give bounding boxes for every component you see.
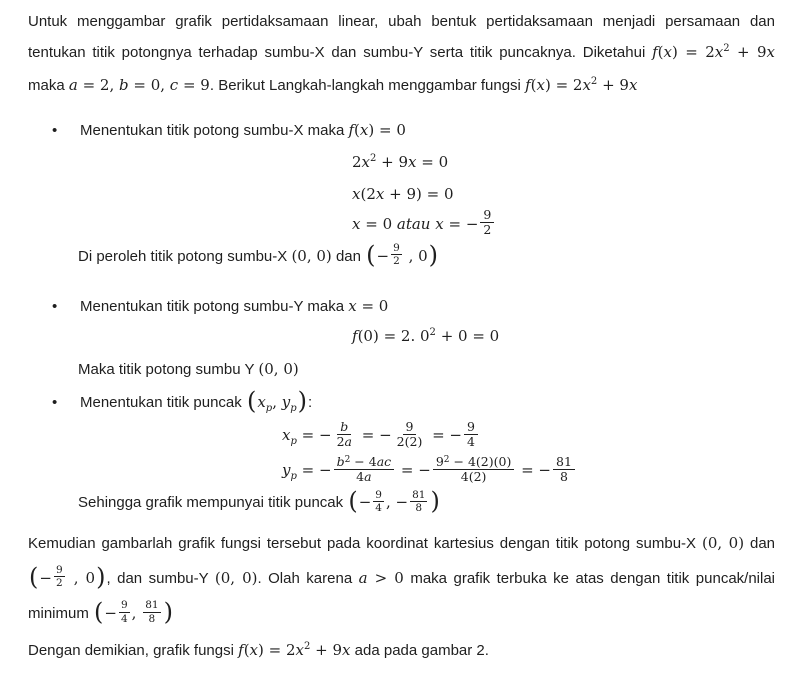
intro-paragraph: Untuk menggambar grafik pertidaksamaan linear, ubah bentuk pertidaksamaan menjadi persamaan dan tentukan titik potongnya terhadap sumbu-X dan sumbu-Y serta titik puncaknya. Diketahui $f(x) = 2x^2 + 9x$ maka a = 2, b = 0, c = 9. Berikut Langkah-langkah menggambar fungsi $f(x) = 2x^2 + 9x$ [28, 13, 776, 94]
bullet-icon: • [52, 394, 58, 412]
fraction: $\frac{9}{2}$ [55, 564, 63, 590]
bullet-vertex-label: Menentukan titik puncak ($x_p$, $y_p$): [80, 387, 313, 416]
fraction: $\frac{b}{2a}$ [336, 418, 352, 449]
fraction: $\frac{9}{2(2)}$ [396, 418, 423, 449]
fraction: $\frac{9}{4}$ [375, 488, 382, 514]
x-intercept-result: Di peroleh titik potong sumbu-X (0, 0) dan (− $\frac{9}{2}$ , 0) [78, 240, 439, 269]
equation-yp: $y_p$ = − $\frac{b^2 - 4ac}{4a}$ = − $\frac{9^2 - 4(2)(0)}{4(2)}$ = − $\frac{81}{8}$ [282, 455, 775, 488]
fraction: $\frac{9}{2}$ [480, 208, 494, 238]
vertex-result: Sehingga grafik mempunyai titik puncak (− $\frac{9}{4}$ , − $\frac{81}{8}$ ) [78, 487, 440, 516]
conclusion-paragraph: Dengan demikian, grafik fungsi $f(x) = 2x^2 + 9x$ ada pada gambar 2. [28, 641, 489, 659]
fraction: $\frac{81}{8}$ [553, 455, 575, 485]
fraction: $\frac{9}{4}$ [464, 420, 478, 450]
fraction: $\frac{b^2 - 4ac}{4a}$ [334, 455, 395, 485]
bullet-icon: • [52, 122, 58, 139]
fraction: $\frac{9^2 - 4(2)(0)}{4(2)}$ [433, 455, 514, 485]
fraction: $\frac{9}{4}$ [120, 599, 128, 625]
bullet-y-intercept-label: Menentukan titik potong sumbu-Y maka x = 0 [80, 297, 389, 316]
fraction: $\frac{81}{8}$ [412, 488, 426, 514]
bullet-x-intercept-label: Menentukan titik potong sumbu-X maka f(x) = 0 [80, 121, 406, 139]
fraction: $\frac{81}{8}$ [145, 599, 159, 625]
bullet-y-intercept [52, 295, 775, 318]
equation-f-of-zero: f(0) = 2. $0^2 + 0 = 0$ [352, 327, 500, 346]
equation-quadratic-zero: $2x^2 + 9x = 0$ [352, 153, 449, 171]
bullet-x-intercept [52, 119, 775, 142]
graph-instruction-paragraph: Kemudian gambarlah grafik fungsi tersebut pada koordinat kartesius dengan titik potong sumbu-X (0, 0) dan (− $\frac{9}{2}$ , 0), dan sumbu-Y (0, 0). Olah karena a > 0 maka grafik terbuka ke atas dengan titik puncak/nilai minimum (− $\frac{9}{4}$ , $\frac{81}{8}$ ) [28, 533, 776, 626]
bullet-icon: • [52, 298, 58, 316]
bullet-vertex [52, 387, 775, 416]
fraction: $\frac{9}{2}$ [393, 242, 400, 268]
equation-factored: x(2x + 9) = 0 [352, 185, 454, 203]
y-intercept-result: Maka titik potong sumbu Y (0, 0) [78, 360, 299, 379]
equation-roots: x = 0 atau x = − $\frac{9}{2}$ [352, 210, 775, 240]
equation-xp: $x_p$ = − $\frac{b}{2a}$ = − $\frac{9}{2(2)}$ = − $\frac{9}{4}$ [282, 420, 775, 453]
